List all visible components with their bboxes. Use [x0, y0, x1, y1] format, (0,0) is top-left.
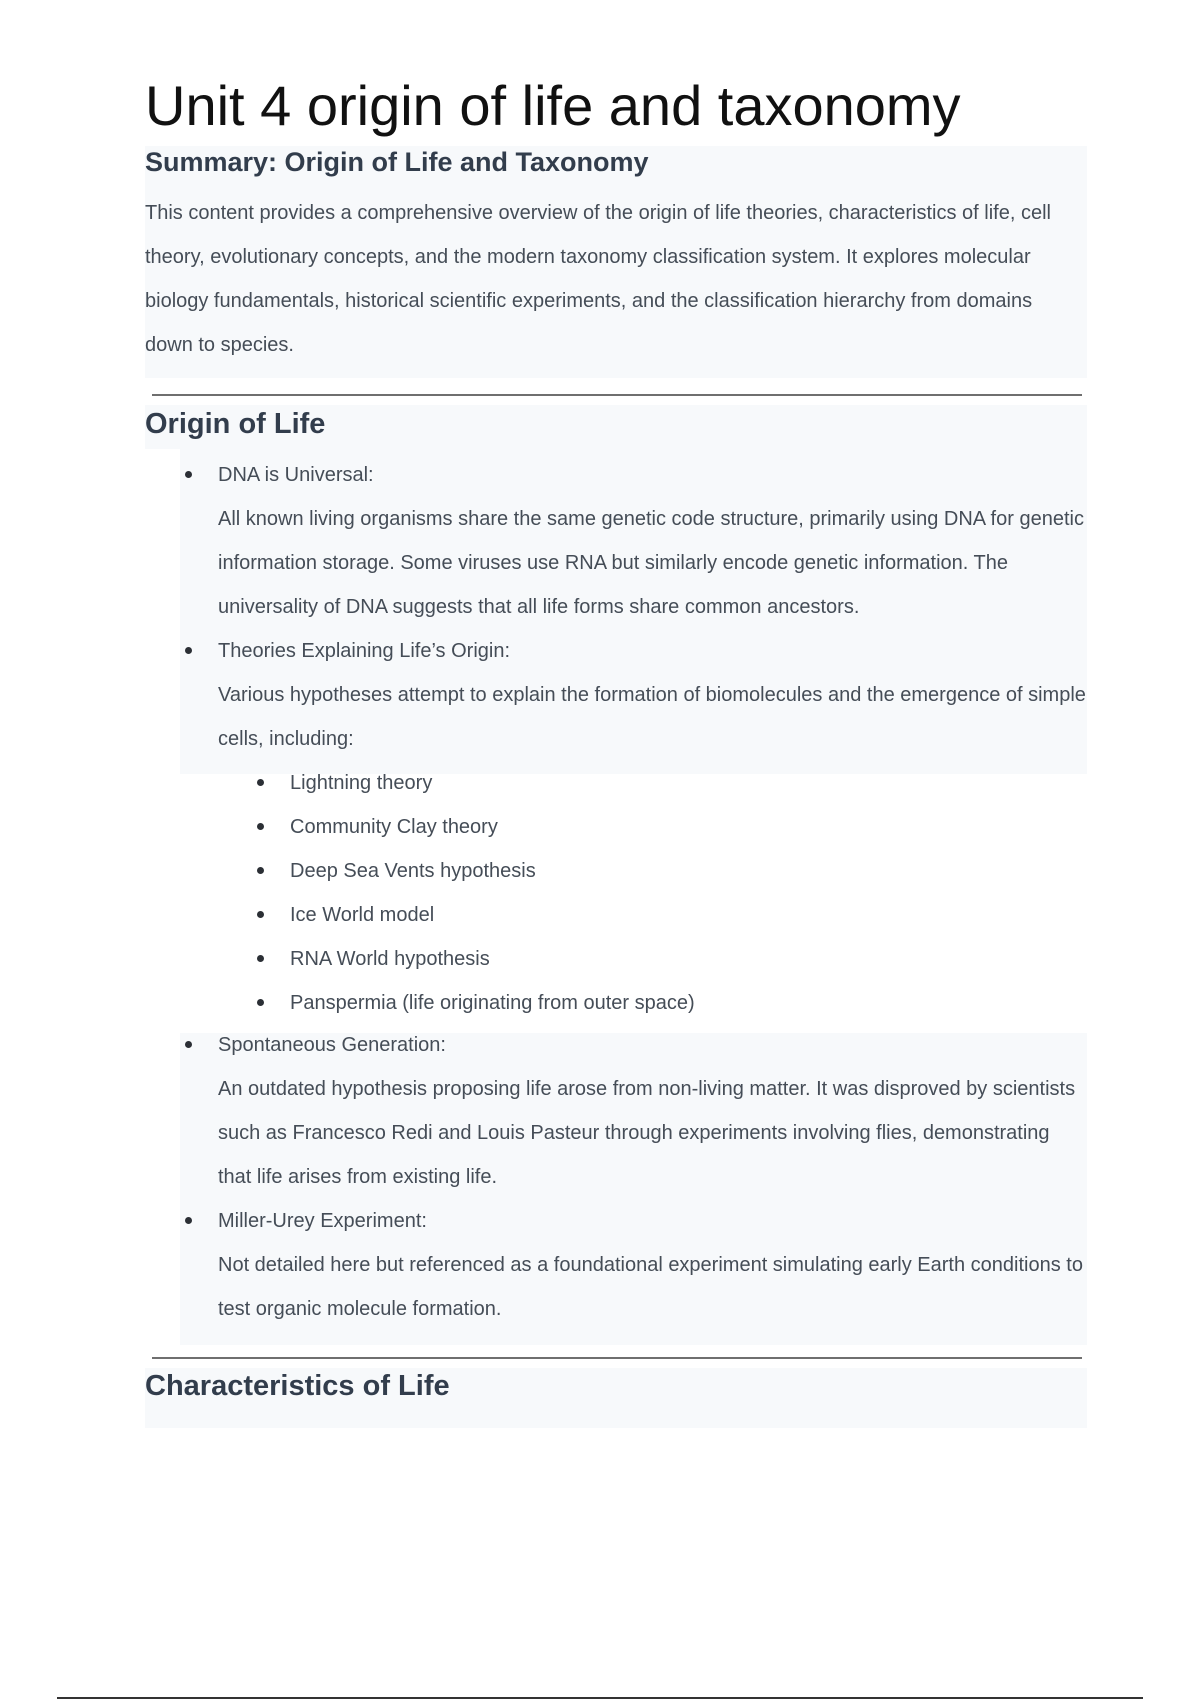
- sub-item-label: Panspermia (life originating from outer space): [290, 992, 695, 1014]
- bullet-icon: [257, 867, 264, 874]
- section-divider: [152, 1357, 1082, 1359]
- item-label: Spontaneous Generation:: [218, 1034, 446, 1056]
- item-description: Not detailed here but referenced as a foundational experiment simulating early Earth conditions to test organic molecule formation.: [218, 1254, 1083, 1320]
- sub-item-label: Lightning theory: [290, 772, 433, 794]
- bullet-icon: [185, 471, 192, 478]
- bullet-icon: [257, 955, 264, 962]
- page-title: Unit 4 origin of life and taxonomy: [145, 74, 961, 137]
- characteristics-of-life-heading: Characteristics of Life: [145, 1370, 450, 1402]
- sub-item-label: Community Clay theory: [290, 816, 498, 838]
- item-label: Theories Explaining Life’s Origin:: [218, 640, 511, 662]
- bullet-icon: [257, 823, 264, 830]
- item-description: An outdated hypothesis proposing life arose from non-living matter. It was disproved by scientists such as Francesco Redi and Louis Pasteur through experiments involving flies, demonstrating that life arises from existing life.: [218, 1078, 1076, 1188]
- item-label: Miller-Urey Experiment:: [218, 1210, 427, 1232]
- bullet-icon: [257, 911, 264, 918]
- bullet-icon: [257, 779, 264, 786]
- origin-of-life-heading: Origin of Life: [145, 408, 326, 440]
- bullet-icon: [185, 647, 192, 654]
- sub-item-label: Deep Sea Vents hypothesis: [290, 860, 536, 882]
- summary-heading: Summary: Origin of Life and Taxonomy: [145, 147, 649, 177]
- sub-item-label: Ice World model: [290, 904, 435, 926]
- item-label: DNA is Universal:: [218, 464, 374, 486]
- bullet-icon: [185, 1217, 192, 1224]
- summary-paragraph: This content provides a comprehensive overview of the origin of life theories, characteristics of life, cell theory, evolutionary concepts, and the modern taxonomy classification system. It explores molecular biology fundamentals, historical scientific experiments, and the classification hierarchy from domains down to species.: [145, 202, 1051, 356]
- section-divider: [152, 394, 1082, 396]
- bullet-icon: [257, 999, 264, 1006]
- page-footer-rule: [57, 1697, 1143, 1699]
- bullet-icon: [185, 1041, 192, 1048]
- item-description: All known living organisms share the same genetic code structure, primarily using DNA for genetic information storage. Some viruses use RNA but similarly encode genetic information. The universality of DNA suggests that all life forms share common ancestors.: [218, 508, 1084, 618]
- sub-item-label: RNA World hypothesis: [290, 948, 490, 970]
- item-description: Various hypotheses attempt to explain the formation of biomolecules and the emergence of simple cells, including:: [218, 684, 1086, 750]
